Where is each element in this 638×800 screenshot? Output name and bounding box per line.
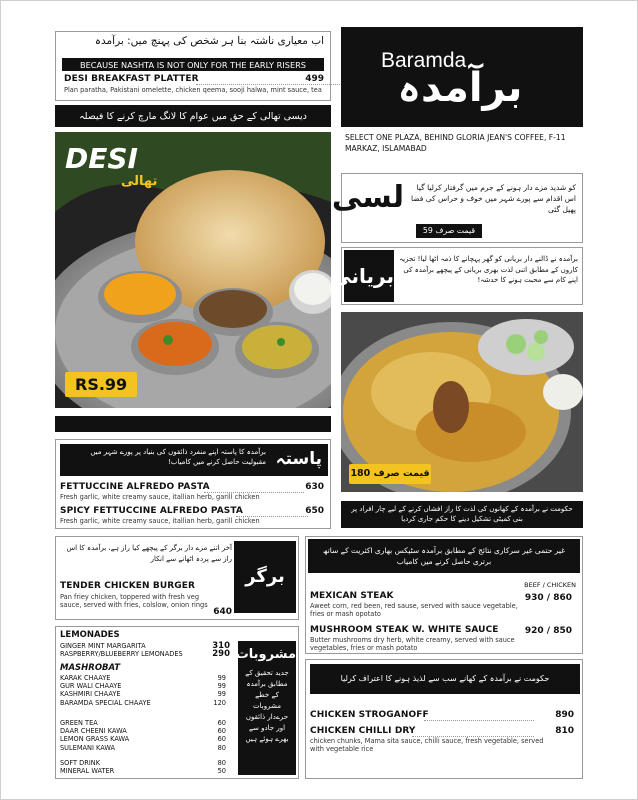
lemonade-price: 290 xyxy=(212,649,230,660)
steak-item-1-name: MEXICAN STEAK xyxy=(310,591,394,601)
lassi-title: لسی xyxy=(331,180,404,215)
biryani-price-tag: قیمت صرف 180 xyxy=(349,464,431,484)
mashrobat-price: 99 xyxy=(217,690,226,699)
mashrobat-name: KARAK CHAAYE xyxy=(60,674,111,682)
burger-item-price: 640 xyxy=(213,607,232,617)
tea-price: 60 xyxy=(217,735,226,744)
tea-name: SULEMANI KAWA xyxy=(60,743,116,752)
chicken-item-2-name: CHICKEN CHILLI DRY xyxy=(310,726,416,736)
logo-panel xyxy=(341,27,583,127)
chicken-box xyxy=(305,659,583,779)
pasta-box xyxy=(55,439,331,529)
biryani-photo xyxy=(341,312,583,492)
soft-price: 80 xyxy=(217,759,226,767)
breakfast-item-name: DESI BREAKFAST PLATTER xyxy=(64,74,199,84)
pasta-item-2-desc: Fresh garlic, white creamy sauce, itallian herb, garill chicken xyxy=(60,517,260,525)
mashrobat-name: KASHMIRI CHAAYE xyxy=(60,690,121,699)
lassi-price: قیمت صرف 59 xyxy=(416,224,482,238)
mashrobat-row xyxy=(60,682,226,690)
tea-row xyxy=(60,735,226,743)
tea-list xyxy=(60,719,226,752)
steak-item-2-desc: Butter mushrooms dry herb, white creamy, served with sauce vegetables, fries or mash potato xyxy=(310,636,515,652)
tea-name: DAAR CHEENI KAWA xyxy=(60,727,127,736)
chicken-item-1-price: 890 xyxy=(555,710,574,720)
pasta-title: پاستہ xyxy=(275,449,322,469)
chicken-item-1-dots xyxy=(424,720,534,721)
mashrobat-name: BARAMDA SPECIAL CHAAYE xyxy=(60,698,151,707)
mashrobat-price: 120 xyxy=(213,698,226,707)
divider-bar xyxy=(55,416,331,432)
pasta-item-1-price: 630 xyxy=(305,482,324,492)
lemonade-row xyxy=(60,650,230,658)
soft-drink-list xyxy=(60,759,226,775)
pasta-item-2-name: SPICY FETTUCCINE ALFREDO PASTA xyxy=(60,506,243,516)
burger-item-name: TENDER CHICKEN BURGER xyxy=(60,581,196,591)
logo-english: Baramda xyxy=(381,49,467,72)
tea-price: 60 xyxy=(217,719,226,727)
steak-item-1-desc: Aweet corn, red been, red sause, served with sauce vegetable, fries or mash opotato xyxy=(310,602,518,618)
chicken-item-2-price: 810 xyxy=(555,726,574,736)
tea-name: LEMON GRASS KAWA xyxy=(60,735,130,744)
gov-banner: حکومت نے برآمدہ کے کھانوں کی لذت کا راز افشاں کرنے کے لیے چار افراد پر بنی کمیٹی تشکیل دینے کا حکم جاری کردیا xyxy=(341,501,583,528)
pasta-item-1-name: FETTUCCINE ALFREDO PASTA xyxy=(60,482,210,492)
drinks-side-panel xyxy=(235,641,296,775)
breakfast-dots xyxy=(196,84,346,85)
soft-name: SOFT DRINK xyxy=(60,759,101,767)
soft-row xyxy=(60,759,226,767)
logo-urdu: برآمدہ xyxy=(397,65,523,111)
desi-urdu-banner: دیسی تھالی کے حق میں عوام کا لانگ مارچ کرنے کا فیصلہ xyxy=(55,105,331,127)
mashrobat-price: 99 xyxy=(217,674,226,682)
desi-subtitle: تھالی xyxy=(121,174,158,189)
mashrobat-title: MASHROBAT xyxy=(60,663,121,673)
drinks-text: جدید تحقیق کے مطابق برآمدہ کے خطے مشروبات حرےدار ذائقوں اور جادو سے بھرے ہوئے ہیں xyxy=(245,669,289,743)
burger-item-desc: Pan friey chicken, toppered with fresh veg sauce, served with fries, colslow, onion rings xyxy=(60,593,208,609)
burger-text: آخر اتنے مزے دار برگر کے پیچھے کیا راز ہے، برآمدہ کا اس راز سے پردہ اٹھانے سے انکار xyxy=(66,544,232,563)
pasta-item-1-desc: Fresh garlic, white creamy sauce, itallian herb, garill chicken xyxy=(60,493,260,501)
breakfast-box xyxy=(55,31,331,101)
mashrobat-row xyxy=(60,674,226,682)
breakfast-desc: Plan paratha, Pakistani omelette, chicken qeema, sooji halwa, mint sauce, tea xyxy=(64,86,322,94)
soft-price: 50 xyxy=(217,767,226,776)
breakfast-price: 499 xyxy=(305,74,324,84)
lemonades-title: LEMONADES xyxy=(60,630,120,640)
lemonade-name: RASPBERRY/BLUEBERRY LEMONADES xyxy=(60,650,183,659)
drinks-box xyxy=(55,626,299,779)
address-text: SELECT ONE PLAZA, BEHIND GLORIA JEAN'S COFFEE, F-11 MARKAZ, ISLAMABAD xyxy=(345,133,566,153)
breakfast-urdu-headline: اب معیاری ناشتہ بنا ہر شخص کی پہنچ میں: برآمدہ xyxy=(94,35,324,47)
drinks-title: مشروبات xyxy=(235,647,296,662)
pasta-text: برآمدہ کا پاستہ اپنے منفرد ذائقوں کی بنیاد پر پورے شہر میں مقبولیت حاصل کرنے میں کامیاب! xyxy=(90,448,266,466)
lemonades-list xyxy=(60,642,230,658)
biryani-box xyxy=(331,247,583,305)
tea-row xyxy=(60,727,226,735)
mashrobat-list xyxy=(60,674,226,707)
chicken-banner: حکومت نے برآمدہ کے کھانے سب سے لذیذ ہونے کا اعتراف کرلیا xyxy=(310,664,580,694)
steak-price-header: BEEF / CHICKEN xyxy=(524,581,576,589)
desi-title: DESI xyxy=(65,142,138,175)
breakfast-english-banner: BECAUSE NASHTA IS NOT ONLY FOR THE EARLY RISERS xyxy=(62,58,324,71)
burger-box xyxy=(55,536,299,620)
biryani-title: بریانی xyxy=(344,250,394,302)
lassi-text: کو شدید مزے دار ہونے کے جرم میں گرفتار کرلیا گیا اس اقدام سے پورے شہر میں خوف و حراس کی فضا پھیل گئی xyxy=(411,183,576,214)
lemonade-price: 310 xyxy=(212,641,230,651)
chicken-item-1-name: CHICKEN STROGANOFF xyxy=(310,710,429,720)
chicken-item-2-desc: chicken chunks, Mama sita sauce, chilli sauce, fresh vegetable, served with vegetable rice xyxy=(310,737,544,753)
pasta-item-2-price: 650 xyxy=(305,506,324,516)
pasta-header xyxy=(60,444,328,476)
lemonade-row xyxy=(60,642,230,650)
biryani-text: برآمدہ نے ڈالنے دار بریانی کو گھر پہچانے کا ذمہ اٹھا لیا! تجزیہ کاروں کے مطابق اتنی لذت بھری بریانی کے پیچھے برآمدہ کی اپنے کام سے محبت ہونے کا خدشہ! xyxy=(399,255,578,284)
mashrobat-row xyxy=(60,690,226,698)
burger-title: برگر xyxy=(234,541,296,613)
lemonade-name: GINGER MINT MARGARITA xyxy=(60,642,146,650)
soft-name: MINERAL WATER xyxy=(60,767,115,776)
lassi-box xyxy=(331,173,583,243)
desi-price-tag: RS.99 xyxy=(65,372,137,397)
mashrobat-price: 99 xyxy=(217,682,226,691)
steak-item-2-name: MUSHROOM STEAK W. WHITE SAUCE xyxy=(310,625,499,635)
tea-price: 80 xyxy=(217,743,226,752)
tea-row xyxy=(60,719,226,727)
steak-item-2-price: 920 / 850 xyxy=(524,626,572,636)
mashrobat-name: GUR WALI CHAAYE xyxy=(60,682,122,691)
mashrobat-row xyxy=(60,699,226,707)
steak-item-1-price: 930 / 860 xyxy=(524,593,572,603)
steak-banner: غیر حتمی غیر سرکاری نتائج کے مطابق برآمدہ سٹیکس بھاری اکثریت کے ساتھ برتری حاصل کرنے میں کامیاب xyxy=(308,539,580,573)
tea-row xyxy=(60,744,226,752)
steak-box xyxy=(305,536,583,654)
soft-row xyxy=(60,767,226,775)
tea-name: GREEN TEA xyxy=(60,719,98,727)
tea-price: 60 xyxy=(217,727,226,736)
desi-thali-photo xyxy=(55,132,331,408)
